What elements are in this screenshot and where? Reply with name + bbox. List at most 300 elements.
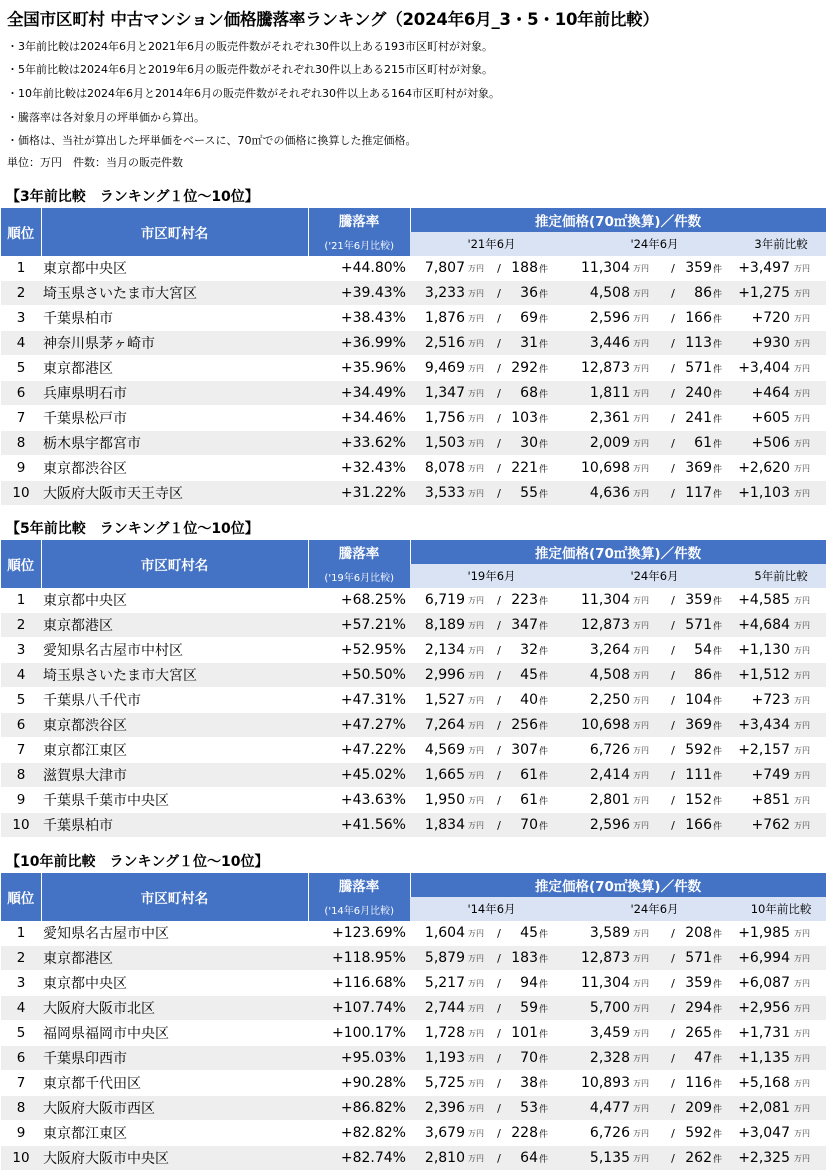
diff-cell: +930 — [736, 331, 790, 356]
count-unit-label: 件 — [538, 1021, 573, 1046]
count-unit-label: 件 — [712, 406, 736, 431]
diff-cell: +6,994 — [736, 946, 790, 971]
header-past-month: '21年6月 — [410, 232, 573, 256]
unit-label: 万円 — [465, 1021, 492, 1046]
unit-label: 万円 — [465, 588, 492, 613]
note-line: ・価格は、当社が算出した坪単価をベースに、70㎡での価格に換算した推定価格。 — [7, 134, 417, 147]
current-count-cell: 571 — [680, 946, 712, 971]
slash: / — [666, 331, 680, 356]
header-diff: 10年前比較 — [736, 897, 826, 921]
unit-label: 万円 — [465, 256, 492, 281]
slash: / — [492, 738, 506, 763]
unit-label: 万円 — [465, 481, 492, 506]
current-price-cell: 6,726 — [573, 1121, 630, 1146]
current-count-cell: 571 — [680, 356, 712, 381]
unit-label: 万円 — [790, 306, 826, 331]
header-name: 市区町村名 — [41, 540, 308, 588]
current-price-cell: 2,414 — [573, 763, 630, 788]
slash: / — [666, 356, 680, 381]
municipality-cell: 兵庫県明石市 — [41, 381, 308, 406]
current-price-cell: 4,508 — [573, 663, 630, 688]
past-count-cell: 94 — [506, 971, 538, 996]
unit-label: 万円 — [790, 481, 826, 506]
table-row — [1, 1121, 826, 1146]
diff-cell: +1,130 — [736, 638, 790, 663]
count-unit-label: 件 — [712, 356, 736, 381]
count-unit-label: 件 — [538, 713, 573, 738]
table-row — [1, 331, 826, 356]
past-count-cell: 70 — [506, 813, 538, 838]
header-past-month: '14年6月 — [410, 897, 573, 921]
current-price-cell: 2,328 — [573, 1046, 630, 1071]
unit-label: 万円 — [790, 1046, 826, 1071]
rank-cell: 7 — [1, 1071, 41, 1096]
count-unit-label: 件 — [538, 306, 573, 331]
header-name: 市区町村名 — [41, 873, 308, 921]
unit-label: 万円 — [790, 1071, 826, 1096]
current-count-cell: 208 — [680, 921, 712, 946]
diff-cell: +2,620 — [736, 456, 790, 481]
unit-label: 万円 — [790, 431, 826, 456]
count-unit-label: 件 — [712, 306, 736, 331]
count-unit-label: 件 — [712, 813, 736, 838]
header-past-month: '19年6月 — [410, 564, 573, 588]
unit-label: 万円 — [465, 456, 492, 481]
count-unit-label: 件 — [712, 1021, 736, 1046]
past-price-cell: 1,665 — [410, 763, 465, 788]
rank-cell: 6 — [1, 381, 41, 406]
rank-cell: 1 — [1, 921, 41, 946]
table-row — [1, 356, 826, 381]
count-unit-label: 件 — [712, 331, 736, 356]
unit-label: 万円 — [790, 281, 826, 306]
table-row — [1, 996, 826, 1021]
diff-cell: +5,168 — [736, 1071, 790, 1096]
current-count-cell: 359 — [680, 256, 712, 281]
note-line: ・5年前比較は2024年6月と2019年6月の販売件数がそれぞれ30件以上ある215市区町村が対象。 — [7, 63, 493, 76]
unit-label: 万円 — [790, 921, 826, 946]
current-price-cell: 11,304 — [573, 256, 630, 281]
municipality-cell: 埼玉県さいたま市大宮区 — [41, 281, 308, 306]
past-count-cell: 69 — [506, 306, 538, 331]
past-price-cell: 5,725 — [410, 1071, 465, 1096]
rate-cell: +52.95% — [308, 638, 410, 663]
slash: / — [666, 406, 680, 431]
current-count-cell: 47 — [680, 1046, 712, 1071]
rate-cell: +39.43% — [308, 281, 410, 306]
unit-label: 万円 — [465, 971, 492, 996]
past-count-cell: 31 — [506, 331, 538, 356]
current-price-cell: 2,596 — [573, 813, 630, 838]
rank-cell: 3 — [1, 306, 41, 331]
table-row — [1, 588, 826, 613]
past-count-cell: 292 — [506, 356, 538, 381]
table-row — [1, 738, 826, 763]
unit-label: 万円 — [790, 256, 826, 281]
header-rate-sub: ('14年6月比較) — [308, 897, 410, 921]
slash: / — [492, 588, 506, 613]
current-price-cell: 4,636 — [573, 481, 630, 506]
slash: / — [666, 588, 680, 613]
header-row — [1, 208, 826, 232]
past-price-cell: 1,950 — [410, 788, 465, 813]
municipality-cell: 大阪府大阪市中央区 — [41, 1146, 308, 1171]
count-unit-label: 件 — [712, 1146, 736, 1171]
diff-cell: +4,684 — [736, 613, 790, 638]
rate-cell: +45.02% — [308, 763, 410, 788]
count-unit-label: 件 — [538, 256, 573, 281]
header-rate-sub: ('21年6月比較) — [308, 232, 410, 256]
count-unit-label: 件 — [538, 281, 573, 306]
rate-cell: +100.17% — [308, 1021, 410, 1046]
past-price-cell: 3,533 — [410, 481, 465, 506]
table-row — [1, 1146, 826, 1171]
header-price: 推定価格(70㎡換算)／件数 — [410, 208, 826, 232]
current-count-cell: 592 — [680, 738, 712, 763]
slash: / — [666, 256, 680, 281]
municipality-cell: 愛知県名古屋市中区 — [41, 921, 308, 946]
current-price-cell: 2,250 — [573, 688, 630, 713]
unit-label: 万円 — [790, 713, 826, 738]
table-row — [1, 431, 826, 456]
slash: / — [666, 813, 680, 838]
current-count-cell: 592 — [680, 1121, 712, 1146]
unit-label: 万円 — [630, 688, 666, 713]
current-price-cell: 2,596 — [573, 306, 630, 331]
past-count-cell: 45 — [506, 921, 538, 946]
unit-label: 万円 — [790, 356, 826, 381]
current-price-cell: 5,700 — [573, 996, 630, 1021]
unit-label: 万円 — [790, 788, 826, 813]
slash: / — [666, 613, 680, 638]
municipality-cell: 東京都中央区 — [41, 971, 308, 996]
past-price-cell: 7,807 — [410, 256, 465, 281]
rank-cell: 7 — [1, 406, 41, 431]
header-diff: 5年前比較 — [736, 564, 826, 588]
diff-cell: +1,985 — [736, 921, 790, 946]
count-unit-label: 件 — [538, 456, 573, 481]
slash: / — [666, 763, 680, 788]
count-unit-label: 件 — [712, 381, 736, 406]
rate-cell: +107.74% — [308, 996, 410, 1021]
current-count-cell: 166 — [680, 306, 712, 331]
past-count-cell: 223 — [506, 588, 538, 613]
municipality-cell: 東京都江東区 — [41, 1121, 308, 1146]
current-count-cell: 113 — [680, 331, 712, 356]
current-price-cell: 12,873 — [573, 356, 630, 381]
diff-cell: +720 — [736, 306, 790, 331]
count-unit-label: 件 — [538, 356, 573, 381]
rank-cell: 9 — [1, 456, 41, 481]
slash: / — [666, 381, 680, 406]
rank-cell: 5 — [1, 1021, 41, 1046]
past-count-cell: 30 — [506, 431, 538, 456]
current-count-cell: 359 — [680, 588, 712, 613]
past-count-cell: 70 — [506, 1046, 538, 1071]
unit-label: 万円 — [630, 1121, 666, 1146]
rank-cell: 1 — [1, 256, 41, 281]
past-count-cell: 61 — [506, 788, 538, 813]
slash: / — [492, 1071, 506, 1096]
municipality-cell: 東京都渋谷区 — [41, 713, 308, 738]
slash: / — [666, 456, 680, 481]
past-price-cell: 1,347 — [410, 381, 465, 406]
municipality-cell: 千葉県松戸市 — [41, 406, 308, 431]
header-rank: 順位 — [1, 873, 41, 921]
rank-cell: 8 — [1, 763, 41, 788]
unit-label: 万円 — [630, 1146, 666, 1171]
unit-label: 万円 — [465, 406, 492, 431]
past-count-cell: 103 — [506, 406, 538, 431]
unit-label: 万円 — [630, 1071, 666, 1096]
ranking-table — [1, 873, 827, 1171]
diff-cell: +1,731 — [736, 1021, 790, 1046]
rate-cell: +82.82% — [308, 1121, 410, 1146]
rank-cell: 10 — [1, 1146, 41, 1171]
unit-label: 万円 — [465, 663, 492, 688]
header-rate: 騰落率 — [308, 873, 410, 897]
diff-cell: +1,275 — [736, 281, 790, 306]
current-count-cell: 265 — [680, 1021, 712, 1046]
rank-cell: 1 — [1, 588, 41, 613]
count-unit-label: 件 — [538, 481, 573, 506]
unit-label: 万円 — [790, 331, 826, 356]
slash: / — [492, 763, 506, 788]
past-price-cell: 1,728 — [410, 1021, 465, 1046]
table-row — [1, 481, 826, 506]
past-price-cell: 1,604 — [410, 921, 465, 946]
past-price-cell: 1,193 — [410, 1046, 465, 1071]
current-price-cell: 3,459 — [573, 1021, 630, 1046]
count-unit-label: 件 — [712, 921, 736, 946]
past-price-cell: 3,679 — [410, 1121, 465, 1146]
slash: / — [492, 946, 506, 971]
slash: / — [666, 996, 680, 1021]
past-price-cell: 2,996 — [410, 663, 465, 688]
count-unit-label: 件 — [712, 946, 736, 971]
table-row — [1, 663, 826, 688]
slash: / — [666, 663, 680, 688]
rate-cell: +38.43% — [308, 306, 410, 331]
current-count-cell: 240 — [680, 381, 712, 406]
rate-cell: +68.25% — [308, 588, 410, 613]
past-price-cell: 1,834 — [410, 813, 465, 838]
municipality-cell: 千葉県八千代市 — [41, 688, 308, 713]
slash: / — [666, 1046, 680, 1071]
count-unit-label: 件 — [712, 613, 736, 638]
current-price-cell: 2,801 — [573, 788, 630, 813]
count-unit-label: 件 — [712, 996, 736, 1021]
unit-label: 万円 — [465, 946, 492, 971]
municipality-cell: 千葉県千葉市中央区 — [41, 788, 308, 813]
unit-label: 万円 — [630, 381, 666, 406]
slash: / — [666, 1071, 680, 1096]
municipality-cell: 大阪府大阪市北区 — [41, 996, 308, 1021]
past-count-cell: 53 — [506, 1096, 538, 1121]
slash: / — [666, 1096, 680, 1121]
current-price-cell: 3,264 — [573, 638, 630, 663]
current-price-cell: 2,361 — [573, 406, 630, 431]
table-row — [1, 456, 826, 481]
header-current-month: '24年6月 — [573, 564, 736, 588]
unit-label: 万円 — [790, 588, 826, 613]
current-count-cell: 86 — [680, 663, 712, 688]
unit-label: 万円 — [630, 481, 666, 506]
slash: / — [492, 1021, 506, 1046]
rank-cell: 5 — [1, 688, 41, 713]
municipality-cell: 愛知県名古屋市中村区 — [41, 638, 308, 663]
unit-label: 万円 — [790, 613, 826, 638]
header-price: 推定価格(70㎡換算)／件数 — [410, 873, 826, 897]
ranking-table — [1, 540, 827, 838]
table-row — [1, 788, 826, 813]
diff-cell: +1,512 — [736, 663, 790, 688]
rate-cell: +86.82% — [308, 1096, 410, 1121]
unit-label: 万円 — [465, 788, 492, 813]
rank-cell: 10 — [1, 813, 41, 838]
count-unit-label: 件 — [538, 588, 573, 613]
rate-cell: +57.21% — [308, 613, 410, 638]
slash: / — [492, 406, 506, 431]
header-current-month: '24年6月 — [573, 232, 736, 256]
unit-label: 万円 — [465, 281, 492, 306]
current-price-cell: 6,726 — [573, 738, 630, 763]
diff-cell: +723 — [736, 688, 790, 713]
rank-cell: 3 — [1, 971, 41, 996]
municipality-cell: 千葉県柏市 — [41, 306, 308, 331]
current-price-cell: 11,304 — [573, 588, 630, 613]
current-count-cell: 359 — [680, 971, 712, 996]
rank-cell: 9 — [1, 1121, 41, 1146]
slash: / — [666, 921, 680, 946]
unit-label: 万円 — [465, 331, 492, 356]
diff-cell: +605 — [736, 406, 790, 431]
unit-label: 万円 — [465, 738, 492, 763]
past-price-cell: 9,469 — [410, 356, 465, 381]
count-unit-label: 件 — [712, 281, 736, 306]
slash: / — [492, 996, 506, 1021]
header-diff: 3年前比較 — [736, 232, 826, 256]
diff-cell: +1,103 — [736, 481, 790, 506]
table-row — [1, 1096, 826, 1121]
unit-label: 万円 — [790, 688, 826, 713]
count-unit-label: 件 — [538, 738, 573, 763]
past-count-cell: 256 — [506, 713, 538, 738]
past-price-cell: 2,744 — [410, 996, 465, 1021]
unit-label: 万円 — [630, 1021, 666, 1046]
count-unit-label: 件 — [712, 481, 736, 506]
diff-cell: +2,325 — [736, 1146, 790, 1171]
note-line: ・10年前比較は2024年6月と2014年6月の販売件数がそれぞれ30件以上ある164市区町村が対象。 — [7, 87, 500, 100]
count-unit-label: 件 — [712, 788, 736, 813]
slash: / — [666, 1021, 680, 1046]
slash: / — [666, 638, 680, 663]
slash: / — [666, 688, 680, 713]
current-count-cell: 369 — [680, 456, 712, 481]
rate-cell: +90.28% — [308, 1071, 410, 1096]
unit-label: 万円 — [630, 921, 666, 946]
unit-label: 万円 — [790, 946, 826, 971]
unit-label: 万円 — [465, 613, 492, 638]
rate-cell: +47.27% — [308, 713, 410, 738]
table-row — [1, 946, 826, 971]
count-unit-label: 件 — [712, 971, 736, 996]
current-count-cell: 104 — [680, 688, 712, 713]
past-price-cell: 1,503 — [410, 431, 465, 456]
slash: / — [492, 256, 506, 281]
past-count-cell: 38 — [506, 1071, 538, 1096]
slash: / — [666, 971, 680, 996]
past-count-cell: 347 — [506, 613, 538, 638]
unit-label: 万円 — [465, 921, 492, 946]
table-row — [1, 763, 826, 788]
section-title: 【3年前比較 ランキング１位～10位】 — [6, 189, 259, 205]
header-current-month: '24年6月 — [573, 897, 736, 921]
count-unit-label: 件 — [538, 813, 573, 838]
slash: / — [492, 381, 506, 406]
header-row — [1, 873, 826, 897]
count-unit-label: 件 — [712, 256, 736, 281]
count-unit-label: 件 — [712, 456, 736, 481]
current-count-cell: 166 — [680, 813, 712, 838]
rate-cell: +95.03% — [308, 1046, 410, 1071]
rate-cell: +118.95% — [308, 946, 410, 971]
past-price-cell: 5,879 — [410, 946, 465, 971]
table-row — [1, 613, 826, 638]
past-price-cell: 7,264 — [410, 713, 465, 738]
diff-cell: +2,081 — [736, 1096, 790, 1121]
table-row — [1, 688, 826, 713]
rate-cell: +34.49% — [308, 381, 410, 406]
count-unit-label: 件 — [712, 1096, 736, 1121]
current-count-cell: 152 — [680, 788, 712, 813]
note-line: ・3年前比較は2024年6月と2021年6月の販売件数がそれぞれ30件以上ある193市区町村が対象。 — [7, 40, 493, 53]
page-title: 全国市区町村 中古マンション価格騰落率ランキング（2024年6月_3・5・10年前比較） — [7, 10, 659, 29]
slash: / — [492, 613, 506, 638]
slash: / — [492, 456, 506, 481]
current-count-cell: 241 — [680, 406, 712, 431]
unit-label: 万円 — [465, 1146, 492, 1171]
rate-cell: +47.22% — [308, 738, 410, 763]
diff-cell: +2,157 — [736, 738, 790, 763]
slash: / — [666, 946, 680, 971]
unit-label: 万円 — [630, 588, 666, 613]
past-count-cell: 221 — [506, 456, 538, 481]
count-unit-label: 件 — [712, 1071, 736, 1096]
unit-label: 万円 — [790, 738, 826, 763]
past-count-cell: 40 — [506, 688, 538, 713]
current-price-cell: 12,873 — [573, 613, 630, 638]
past-price-cell: 4,569 — [410, 738, 465, 763]
current-price-cell: 10,698 — [573, 456, 630, 481]
slash: / — [492, 663, 506, 688]
unit-label: 万円 — [465, 1121, 492, 1146]
rank-cell: 2 — [1, 281, 41, 306]
past-count-cell: 55 — [506, 481, 538, 506]
slash: / — [492, 921, 506, 946]
slash: / — [666, 431, 680, 456]
diff-cell: +4,585 — [736, 588, 790, 613]
current-price-cell: 12,873 — [573, 946, 630, 971]
past-price-cell: 8,189 — [410, 613, 465, 638]
slash: / — [492, 281, 506, 306]
slash: / — [666, 788, 680, 813]
current-count-cell: 571 — [680, 613, 712, 638]
slash: / — [492, 431, 506, 456]
rank-cell: 6 — [1, 1046, 41, 1071]
slash: / — [666, 306, 680, 331]
rank-cell: 7 — [1, 738, 41, 763]
